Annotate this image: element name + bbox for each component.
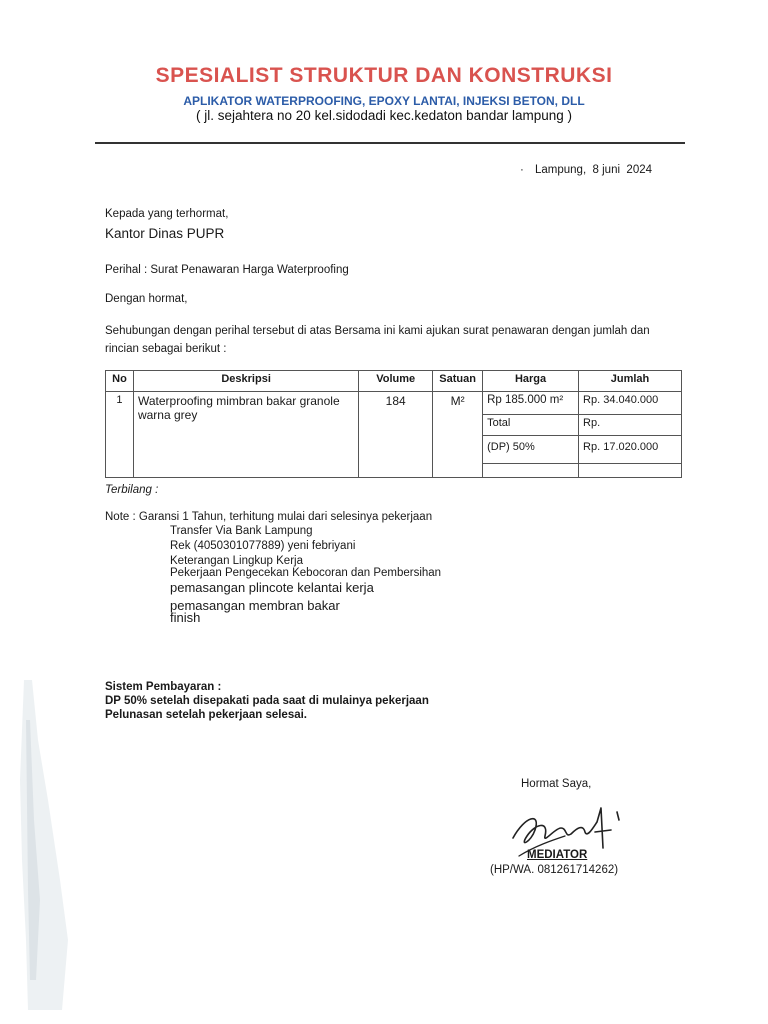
cell-harga: Rp 185.000 m² xyxy=(483,392,579,415)
letterhead-title: SPESIALIST STRUKTUR DAN KONSTRUKSI xyxy=(155,64,613,87)
table-header-row xyxy=(106,371,682,392)
header-jumlah: Jumlah xyxy=(579,371,682,392)
header-no: No xyxy=(106,371,134,392)
signer-contact: (HP/WA. 081261714262) xyxy=(490,864,619,876)
closing-regards: Hormat Saya, xyxy=(521,778,592,790)
scan-smudge xyxy=(18,680,88,1010)
date-bullet: · xyxy=(520,164,524,176)
note-scope-3: pemasangan membran bakar xyxy=(170,598,340,613)
table-row xyxy=(106,392,682,415)
signer-name: MEDIATOR xyxy=(527,849,588,861)
price-table xyxy=(105,370,682,478)
letterhead-subtitle: APLIKATOR WATERPROOFING, EPOXY LANTAI, INJEKSI BETON, DLL xyxy=(183,94,585,108)
recipient-name: Kantor Dinas PUPR xyxy=(105,226,225,241)
payment-line-1: DP 50% setelah disepakati pada saat di mulainya pekerjaan xyxy=(105,695,429,707)
total-label: Total xyxy=(483,415,579,436)
note-scope-title: Keterangan Lingkup Kerja xyxy=(170,555,303,567)
cell-description xyxy=(133,392,358,478)
note-scope-1: Pekerjaan Pengecekan Kebocoran dan Pembersihan xyxy=(170,567,442,579)
letterhead-divider xyxy=(95,142,685,144)
header-deskripsi: Deskripsi xyxy=(133,371,358,392)
intro-line-2: rincian sebagai berikut : xyxy=(105,343,227,355)
terbilang-label: Terbilang : xyxy=(105,484,159,496)
note-account: Rek (4050301077889) yeni febriyani xyxy=(170,540,356,552)
payment-line-2: Pelunasan setelah pekerjaan selesai. xyxy=(105,709,308,721)
note-scope-4: finish xyxy=(170,610,201,625)
total-value: Rp. xyxy=(579,415,682,436)
cell-satuan: M² xyxy=(433,392,483,478)
cell-jumlah: Rp. 34.040.000 xyxy=(579,392,682,415)
intro-line-1: Sehubungan dengan perihal tersebut di atas Bersama ini kami ajukan surat penawaran dengan jumlah dan xyxy=(105,325,650,337)
dp-label: (DP) 50% xyxy=(483,436,579,464)
subject-line: Perihal : Surat Penawaran Harga Waterproofing xyxy=(105,264,349,276)
cell-no: 1 xyxy=(106,392,134,478)
letter-date: Lampung, 8 juni 2024 xyxy=(535,164,653,176)
header-volume: Volume xyxy=(359,371,433,392)
description-line-2: warna grey xyxy=(137,408,198,422)
greeting: Dengan hormat, xyxy=(105,293,188,305)
note-transfer: Transfer Via Bank Lampung xyxy=(170,525,313,537)
blank-cell-1 xyxy=(483,464,579,478)
cell-volume: 184 xyxy=(359,392,433,478)
recipient-salutation: Kepada yang terhormat, xyxy=(105,208,229,220)
header-harga: Harga xyxy=(483,371,579,392)
payment-title: Sistem Pembayaran : xyxy=(105,681,222,693)
header-satuan: Satuan xyxy=(433,371,483,392)
dp-value: Rp. 17.020.000 xyxy=(579,436,682,464)
note-warranty: Note : Garansi 1 Tahun, terhitung mulai dari selesinya pekerjaan xyxy=(105,511,433,523)
description-line-1: Waterproofing mimbran bakar granole xyxy=(137,394,340,408)
note-scope-2: pemasangan plincote kelantai kerja xyxy=(170,580,374,595)
letterhead-address: ( jl. sejahtera no 20 kel.sidodadi kec.kedaton bandar lampung ) xyxy=(196,108,572,123)
blank-cell-2 xyxy=(579,464,682,478)
